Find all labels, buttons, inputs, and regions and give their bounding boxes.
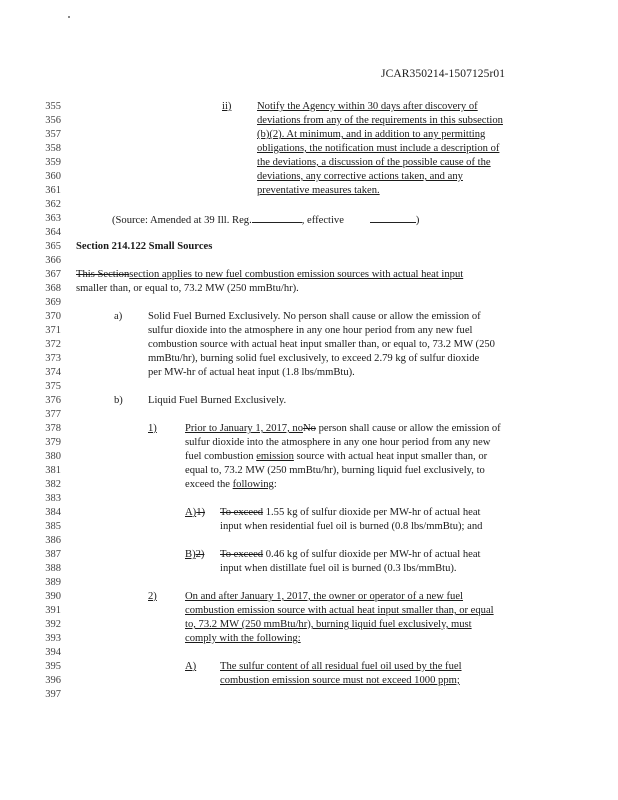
text-line: [185, 479, 277, 490]
line-number: 366: [45, 255, 61, 266]
inserted-text: section applies to new fuel combustion emission sources with actual heat input: [129, 269, 464, 280]
para-b-title: Liquid Fuel Burned Exclusively.: [148, 395, 287, 406]
line-number: 370: [45, 311, 61, 322]
line-number: 374: [45, 367, 61, 378]
line-number: 375: [45, 381, 61, 392]
para-b-label: b): [114, 395, 123, 406]
text-line: [220, 507, 480, 518]
plain-text: 1.55 kg of sulfur dioxide per MW-hr of actual heat: [263, 507, 481, 518]
plain-text: exceed the: [185, 479, 233, 490]
intro-line-2: smaller than, or equal to, 73.2 MW (250 mmBtu/hr).: [76, 283, 299, 294]
line-number: 381: [45, 465, 61, 476]
line-number: 373: [45, 353, 61, 364]
page-mark: [68, 16, 70, 18]
struck-text: No: [303, 423, 316, 434]
text-line: The sulfur content of all residual fuel oil used by the fuel: [220, 661, 462, 672]
text-line: obligations, the notification must include a description of: [257, 143, 500, 154]
text-line: sulfur dioxide into the atmosphere in any one hour period from any new fuel: [148, 325, 473, 336]
line-number: 383: [45, 493, 61, 504]
text-line: combustion emission source must not exceed 1000 ppm;: [220, 675, 460, 686]
text-line: per MW-hr of actual heat input (1.8 lbs/mmBtu).: [148, 367, 355, 378]
line-number: 395: [45, 661, 61, 672]
text-line: sulfur dioxide into the atmosphere in any one hour period from any new: [185, 437, 491, 448]
line-number: 365: [45, 241, 61, 252]
text-line: preventative measures taken.: [257, 185, 380, 196]
item-ii-label: ii): [222, 101, 232, 112]
line-number: 358: [45, 143, 61, 154]
document-id: JCAR350214-1507125r01: [381, 68, 506, 80]
line-number: 363: [45, 213, 61, 224]
plain-text: :: [273, 479, 277, 490]
line-number: 380: [45, 451, 61, 462]
text-line: deviations, any corrective actions taken, and any: [257, 171, 463, 182]
line-number: 387: [45, 549, 61, 560]
line-number: 359: [45, 157, 61, 168]
line-number: 394: [45, 647, 61, 658]
plain-text: source with actual heat input smaller than, or: [293, 451, 488, 462]
line-number: 382: [45, 479, 61, 490]
inserted-text: following: [232, 479, 274, 490]
line-number: 367: [45, 269, 61, 280]
text-line: mmBtu/hr), burning solid fuel exclusively, to exceed 2.79 kg of sulfur dioxide: [148, 353, 480, 364]
line-number: 397: [45, 689, 61, 700]
plain-text: fuel combustion: [185, 451, 257, 462]
line-number: 390: [45, 591, 61, 602]
text-line: combustion source with actual heat input smaller than, or equal to, 73.2 MW (250: [148, 339, 495, 350]
intro-line-1: [76, 269, 463, 280]
text-line: [185, 451, 487, 462]
inserted-text: B): [185, 549, 196, 560]
line-number: 360: [45, 171, 61, 182]
item-b2-label: [185, 549, 204, 560]
text-line: combustion emission source with actual heat input smaller than, or equal: [185, 605, 494, 616]
struck-text: To exceed: [220, 549, 264, 560]
blank-effective-date: [370, 213, 416, 223]
text-line: [185, 423, 501, 434]
struck-text: This Section: [76, 269, 130, 280]
struck-text: 2): [195, 549, 205, 560]
line-number: 376: [45, 395, 61, 406]
line-number: 372: [45, 339, 61, 350]
text-line: input when distillate fuel oil is burned (0.3 lbs/mmBtu).: [220, 563, 457, 574]
line-number: 357: [45, 129, 61, 140]
struck-text: To exceed: [220, 507, 264, 518]
line-number: 371: [45, 325, 61, 336]
source-effective: , effective: [301, 215, 344, 226]
section-heading: Section 214.122 Small Sources: [76, 241, 213, 252]
item-a-new-label: A): [185, 661, 197, 672]
line-number: 392: [45, 619, 61, 630]
text-line: input when residential fuel oil is burned (0.8 lbs/mmBtu); and: [220, 521, 483, 532]
source-prefix: (Source: Amended at 39 Ill. Reg.: [112, 215, 252, 226]
line-number: 377: [45, 409, 61, 420]
line-number: 364: [45, 227, 61, 238]
line-number: 393: [45, 633, 61, 644]
para-b2-label: 2): [148, 591, 157, 602]
text-line: On and after January 1, 2017, the owner or operator of a new fuel: [185, 591, 463, 602]
line-number: 386: [45, 535, 61, 546]
line-number: 379: [45, 437, 61, 448]
text-line: deviations from any of the requirements in this subsection: [257, 115, 503, 126]
struck-text: 1): [196, 507, 206, 518]
line-number: 391: [45, 605, 61, 616]
line-number: 361: [45, 185, 61, 196]
text-line: equal to, 73.2 MW (250 mmBtu/hr), burning liquid fuel exclusively, to: [185, 465, 485, 476]
line-number: 362: [45, 199, 61, 210]
text-line: Solid Fuel Burned Exclusively. No person shall cause or allow the emission of: [148, 311, 481, 322]
line-number: 369: [45, 297, 61, 308]
para-a-label: a): [114, 311, 123, 322]
item-a1-label: [185, 507, 205, 518]
text-line: [220, 549, 480, 560]
inserted-text: emission: [256, 451, 294, 462]
para-b1-label: 1): [148, 423, 157, 434]
blank-register-page: [252, 213, 302, 223]
text-line: (b)(2). At minimum, and in addition to any permitting: [257, 129, 486, 140]
line-number: 356: [45, 115, 61, 126]
line-number: 384: [45, 507, 61, 518]
inserted-text: A): [185, 507, 197, 518]
line-number: 378: [45, 423, 61, 434]
text-line: comply with the following:: [185, 633, 301, 644]
line-number: 368: [45, 283, 61, 294]
line-number: 389: [45, 577, 61, 588]
plain-text: person shall cause or allow the emission of: [315, 423, 501, 434]
plain-text: 0.46 kg of sulfur dioxide per MW-hr of actual heat: [263, 549, 481, 560]
text-line: the deviations, a discussion of the possible cause of the: [257, 157, 491, 168]
line-number: 388: [45, 563, 61, 574]
text-line: Notify the Agency within 30 days after discovery of: [257, 101, 478, 112]
text-line: to, 73.2 MW (250 mmBtu/hr), burning liquid fuel exclusively, must: [185, 619, 472, 630]
source-note: [112, 213, 419, 226]
inserted-text: Prior to January 1, 2017, no: [185, 423, 303, 434]
line-number: 385: [45, 521, 61, 532]
line-number: 355: [45, 101, 61, 112]
line-number: 396: [45, 675, 61, 686]
source-close: ): [415, 215, 420, 226]
